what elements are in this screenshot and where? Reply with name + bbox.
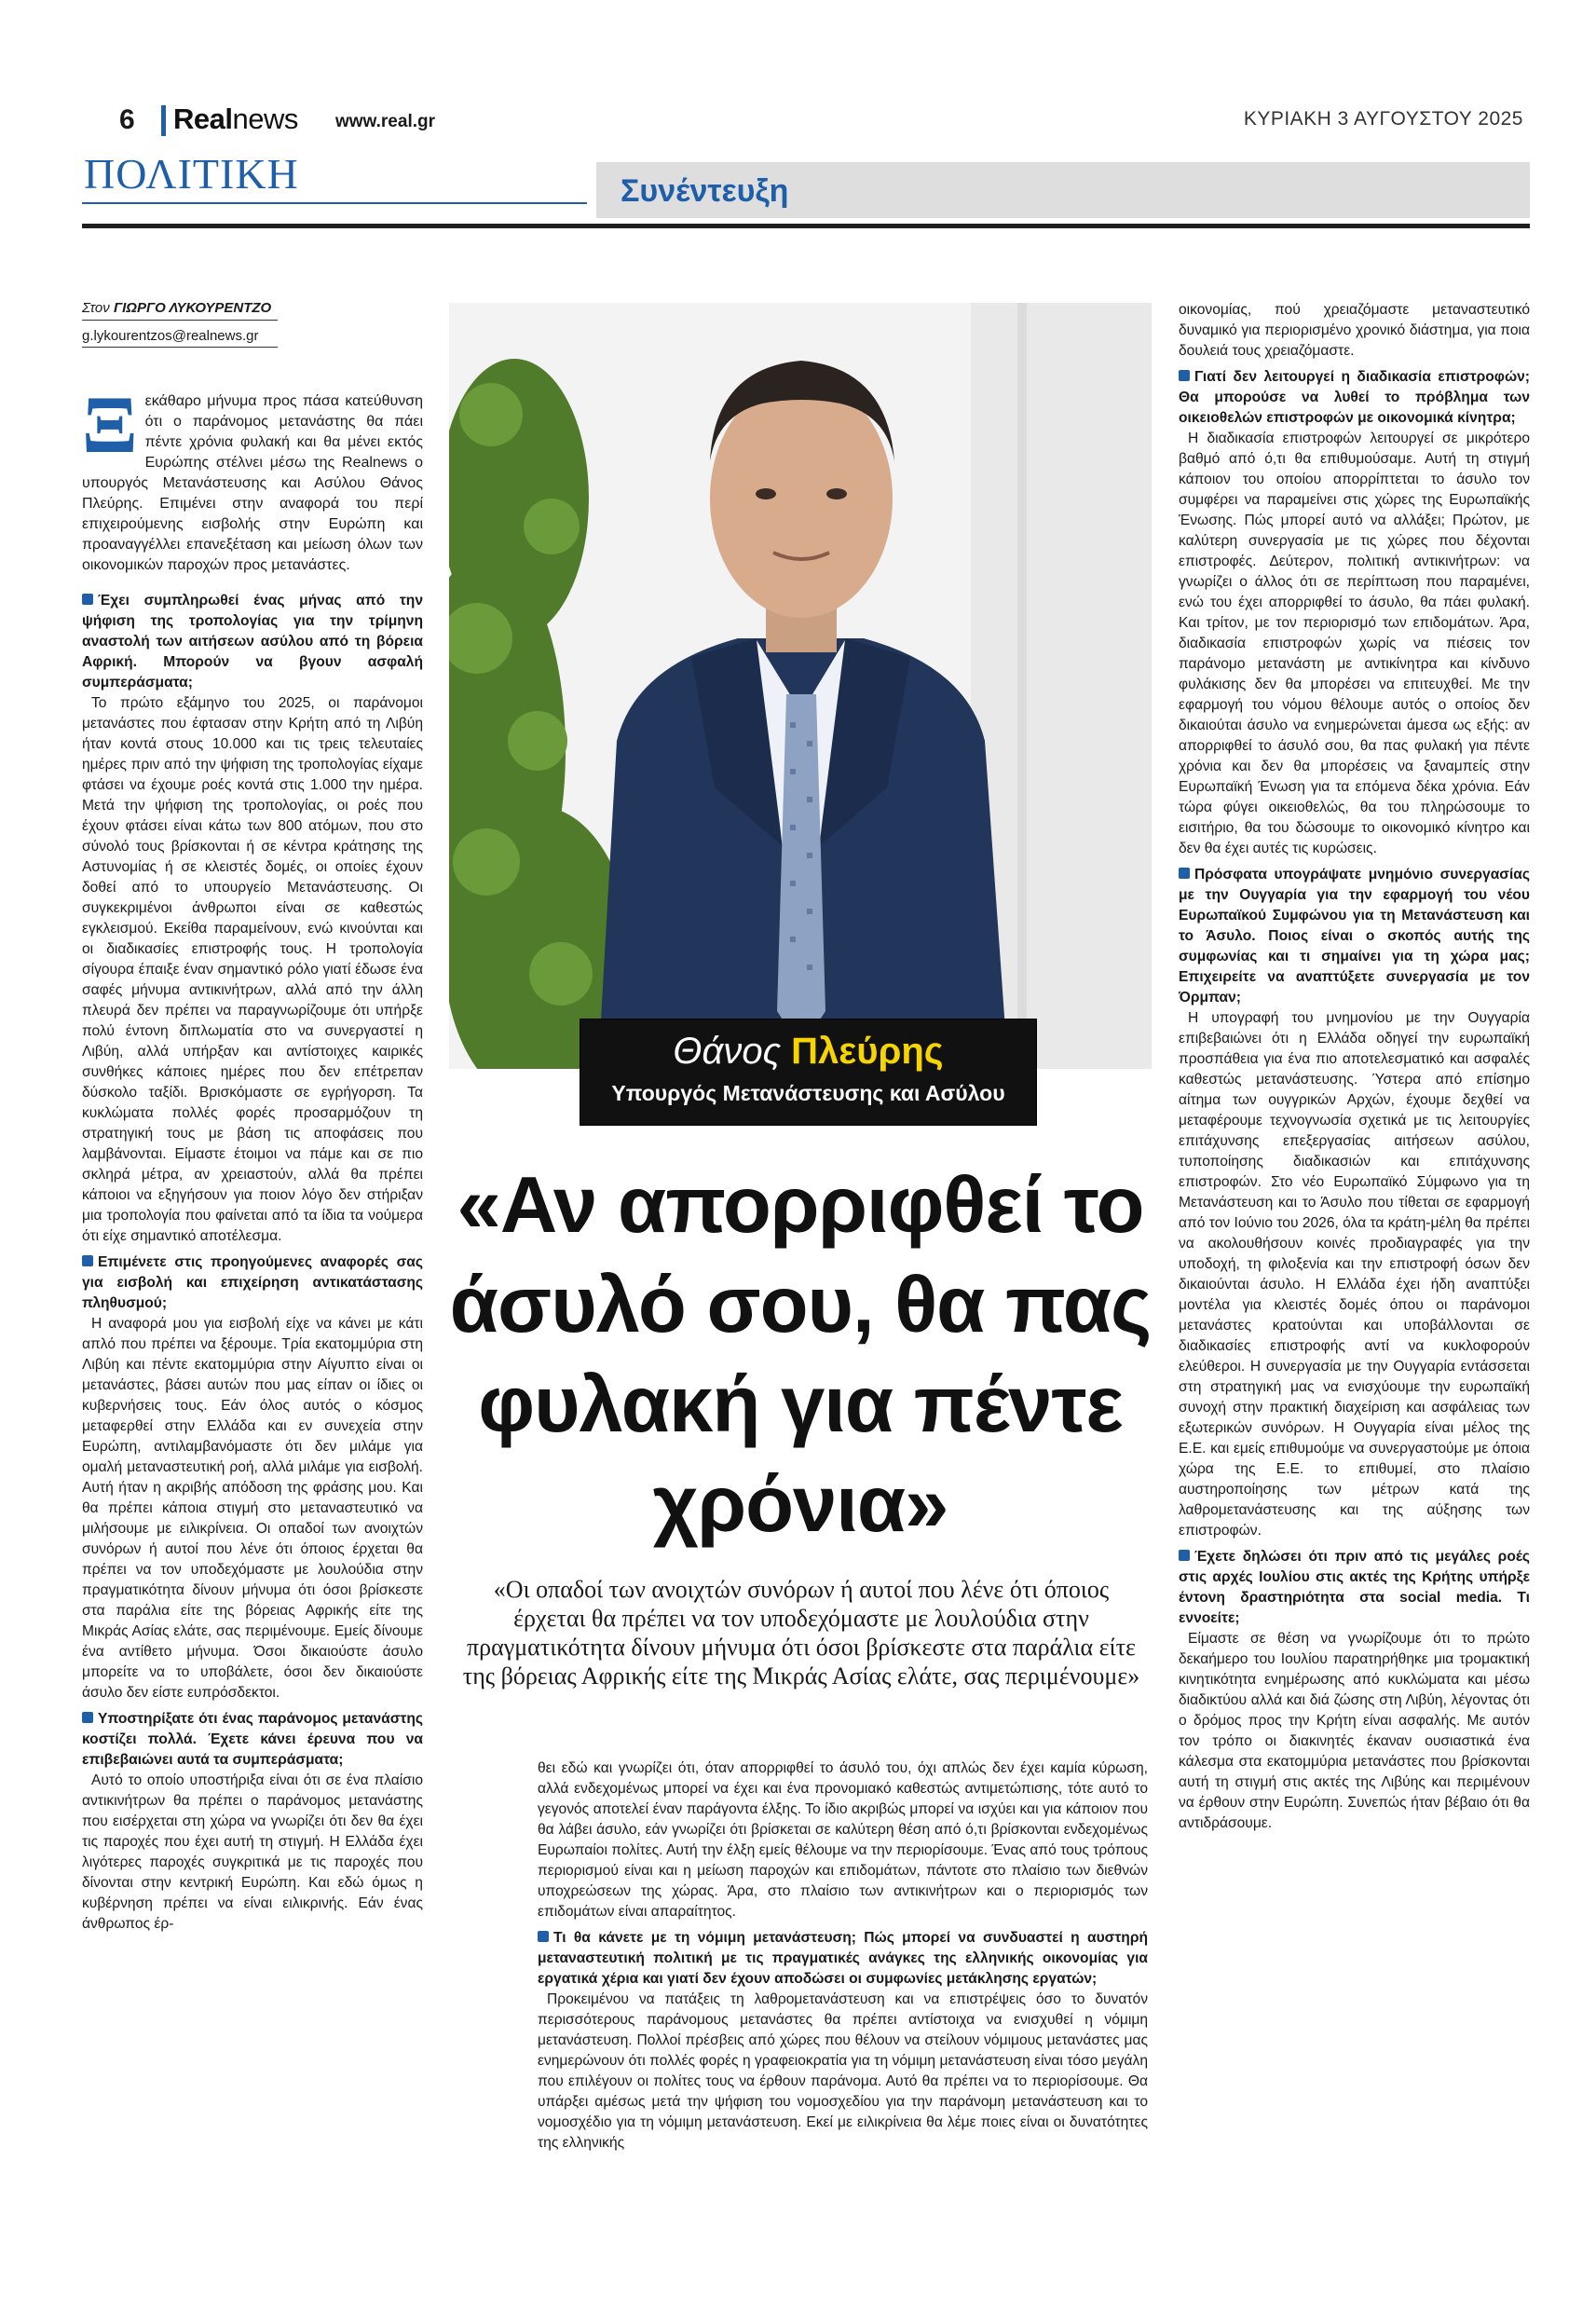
caption-first-name: Θάνος	[673, 1031, 782, 1072]
byline-rule-bottom	[82, 347, 278, 348]
brand-bold: Real	[173, 103, 233, 135]
question: Έχετε δηλώσει ότι πριν από τις μεγάλες ροές στις αρχές Ιουλίου στις ακτές της Κρήτης υπήρξε έντονη δραστηριότητα στα social media. Τι εννοείτε;	[1179, 1549, 1530, 1626]
page-number: 6	[119, 104, 135, 135]
answer: Η υπογραφή του μνημονίου με την Ουγγαρία επιβεβαιώνει ότι η Ελλάδα οδηγεί την ευρωπαϊκή προσπάθεια για ένα πιο αποτελεσματικό και ασφαλές καθεστώς μετανάστευσης. Ύστερα από επίσημο αίτημα των ουγγρικών Αρχών, έχουμε δεχθεί να μεταφέρουμε τεχνογνωσία σχετικά με τις λειτουργίες επιτάχυνσης επεξεργασίας αιτήσεων ασύλου, τυποποίησης διαδικασιών και επιτάχυνσης επιστροφών. Στο νέο Ευρωπαϊκό Σύμφωνο για τη Μετανάστευση και το Άσυλο που τίθεται σε εφαρμογή από τον Ιούνιο του 2026, όλα τα κράτη-μέλη θα πρέπει να ακολουθήσουν κοινές προδιαγραφές για την υποδοχή, τη φιλοξενία και την επιστροφή όσων δεν δικαιούνται άσυλο. Η Ελλάδα έχει ήδη αναπτύξει μοντέλα για κλειστές δομές όπου οι παράνομοι μετανάστες κρατούνται και υποβάλλονται σε διαδικασίες επιστροφής αντί να κυκλοφορούν ελεύθεροι. Η συνεργασία με την Ουγγαρία εντάσσεται στη στρατηγική μας να ενισχύουμε την ευρωπαϊκή συνοχή στην πρακτική διαχείριση και ασφάλειας των εξωτερικών συνόρων. Η Ουγγαρία είναι μέλος της Ε.Ε. και εμείς επιθυμούμε να συνεργαστούμε με όποια χώρα της Ε.Ε. το επιθυμεί, στο πλαίσιο αυστηροποίησης των μέτρων κατά της λαθρομετανάστευσης και της αύξησης των επιστροφών.	[1179, 1010, 1530, 1539]
lead-text: εκάθαρο μήνυμα προς πάσα κατεύθυνση ότι ο παράνομος μετανάστης θα πάει πέντε χρόνια φυλακή και θα μένει εκτός Ευρώπης στέλνει μέσω της Realnews ο υπουργός Μετανάστευσης και Ασύλου Θάνος Πλεύρης. Επιμένει στην αναφορά του περί επιχειρούμενης εισβολής στην Ευρώπη και προαναγγέλλει επανεξέταση και μείωση όλων των οικονομικών παροχών προς μετανάστες.	[82, 393, 423, 573]
author-email: g.lykourentzos@realnews.gr	[82, 328, 259, 344]
section-rule	[82, 202, 587, 204]
answer-continued: θει εδώ και γνωρίζει ότι, όταν απορριφθεί το άσυλό του, όχι απλώς δεν έχει καμία κύρωση, αλλά ενδεχομένως μπορεί να έχει και ένα προνομιακό καθεστώς αντιμετώπισης, τότε αυτό το γεγονός αποτελεί έναν παράγοντα έλξης. Το ίδιο ακριβώς μπορεί να ισχύει και για κάποιον που θα λάβει άσυλο, εάν γνωρίζει ότι βρίσκεται σε καλύτερη θέση από ό,τι βρίσκονται ενδεχομένως Ευρωπαίοι πολίτες. Αυτή την έλξη εμείς θέλουμε να την περιορίσουμε. Ένας από τους τρόπους περιορισμού είναι και η μείωση παροχών και επιδομάτων, πάντοτε στο πλαίσιο των διεθνών υποχρεώσεων της χώρας. Άρα, στο πλαίσιο των αντικινήτρων και ο περιορισμός των επιδομάτων είναι απαραίτητος.	[538, 1760, 1148, 1920]
question: Επιμένετε στις προηγούμενες αναφορές σας για εισβολή και επιχείρηση αντικατάστασης πληθυσμού;	[82, 1254, 423, 1311]
answer: Προκειμένου να πατάξεις τη λαθρομετανάστευση και να επιστρέψεις όσο το δυνατόν περισσότερους παράνομους μετανάστες θα πρέπει αντίστοιχα να ενισχυθεί η νόμιμη μετανάστευση. Πολλοί πρέσβεις από χώρες που θέλουν να στείλουν νόμιμους μετανάστες μας ενημερώνουν ότι πολλές φορές η γραφειοκρατία για τη νόμιμη μετανάστευση είναι τόσο μεγάλη που επιλέγουν οι πολίτες τους να έρθουν παράνομα. Αυτό θα πρέπει να το περιορίσουμε. Θα υπάρξει αμέσως μετά την ψήφιση του νομοσχεδίου για την παράνομη μετανάστευση και το νομοσχέδιο για τη νόμιμη μετανάστευση. Εκεί με ειλικρίνεια θα λέμε ποιες είναι οι δυνατότητες της ελληνικής	[538, 1991, 1148, 2151]
subsection-bar	[596, 162, 1530, 218]
bullet-square-icon	[1179, 868, 1190, 879]
answer: Η αναφορά μου για εισβολή είχε να κάνει με κάτι απλό που πρέπει να ξέρουμε. Τρία εκατομμύρια στη Λιβύη και πέντε εκατομμύρια στην Αίγυπτο είναι οι μετανάστες, βάσει αυτών που μας είπαν οι ίδιες οι κυβερνήσεις τους. Εάν όλος αυτός ο κόσμος μεταφερθεί στην Ελλάδα και εν συνεχεία στην Ευρώπη, αντιλαμβανόμαστε ότι δεν μιλάμε για ομαλή μεταναστευτική ροή, αλλά μιλάμε για εισβολή. Αυτή ήταν η ακριβής απόδοση της φράσης μου. Και θα πρέπει κάποια στιγμή στο μεταναστευτικό να μιλήσουμε με ειλικρίνεια. Οι οπαδοί των ανοιχτών συνόρων ή αυτοί που λένε ότι όποιος έρχεται θα πρέπει να τον υποδεχόμαστε με λουλούδια στην πραγματικότητα δίνουν μήνυμα ότι όσοι βρίσκεστε στα παράλια είτε της βόρειας Αφρικής είτε της Μικράς Ασίας ελάτε, σας περιμένουμε. Εμείς δίνουμε ένα αντίθετο μήνυμα. Όσοι δικαιούστε άσυλο μπορείτε να το υποβάλετε, όσοι δεν δικαιούστε άσυλο δεν είστε ευπρόσδεκτοι.	[82, 1316, 423, 1701]
answer: Το πρώτο εξάμηνο του 2025, οι παράνομοι μετανάστες που έφτασαν στην Κρήτη από τη Λιβύη ήταν κοντά στους 10.000 και τις τρεις τελευταίες ημέρες πριν από την ψήφιση της τροπολογίας είχαμε φτάσει να έχουμε ροές κοντά στις 1.000 την ημέρα. Μετά την ψήφιση της τροπολογίας, οι ροές που έχουν φτάσει είναι κάτω των 800 ατόμων, που στο σύνολό τους βρίσκονται ή σε κέντρα κράτησης της Αστυνομίας ή σε κλειστές δομές, οι οποίες έχουν δοθεί από το υπουργείο Μετανάστευσης. Οι συγκεκριμένοι άνθρωποι είναι σε καθεστώς εγκλεισμού. Εκείθα παραμείνουν, ενώ κινούνται και οι διαδικασίες επιστροφής τους. Η τροπολογία σίγουρα έπαιξε έναν σημαντικό ρόλο γιατί έδωσε ένα σαφές μήνυμα αντικινήτρων, αλλά από την άλλη πλευρά δεν πρέπει να παραγνωρίζουμε ότι υπήρξε πολύ έντονη διπλωματία στο να συνεργαστεί η Λιβύη, αλλά υπήρξαν και αντίστοιχες καιρικές συνθήκες κάποιες ημέρες που δεν επέτρεπαν δύσκολο ταξίδι. Βρισκόμαστε σε εγρήγορση. Τα κυκλώματα πολλές φορές προσαρμόζουν τη στρατηγική τους με βάση τις αποφάσεις που λαμβάνονται. Είμαστε έτοιμοι να πάμε και σε πιο σκληρά μέτρα, αν χρειαστούν, αλλά θα πρέπει κάποιοι να εξηγήσουν για ποιον λόγο δεν στήριξαν μια τροπολογία που φαίνεται από τα ίδια τα νούμερα ότι είχε σημαντικό αποτέλεσμα.	[82, 695, 423, 1244]
header-divider	[161, 105, 166, 136]
drop-cap: Ξ	[82, 380, 138, 471]
bullet-square-icon	[82, 1255, 93, 1266]
minister-photo	[449, 303, 1152, 1069]
section-title: ΠΟΛΙΤΙΚΗ	[84, 150, 299, 198]
bullet-square-icon	[82, 594, 93, 605]
column-2	[538, 1758, 1148, 2154]
header-rule	[82, 224, 1530, 228]
pull-quote: «Οι οπαδοί των ανοιχτών συνόρων ή αυτοί που λένε ότι όποιος έρχεται θα πρέπει να τον υποδεχόμαστε με λουλούδια στην πραγματικότητα δίνουν μήνυμα ότι όσοι βρίσκεστε στα παράλια είτε της βόρειας Αφρικής είτε της Μικράς Ασίας ελάτε, σας περιμένουμε»	[462, 1576, 1140, 1690]
lead-paragraph	[82, 380, 423, 576]
caption-last-name: Πλεύρης	[791, 1031, 944, 1072]
caption-name	[580, 1031, 1036, 1073]
brand-light: news	[232, 103, 298, 135]
subsection-title: Συνέντευξη	[621, 173, 789, 209]
brand-logo	[173, 103, 298, 136]
answer-continued: οικονομίας, πού χρειαζόμαστε μεταναστευτικό δυναμικό για περιορισμένο χρονικό διάστημα, για ποια δουλειά τους χρειαζόμαστε.	[1179, 302, 1530, 359]
question: Πρόσφατα υπογράψατε μνημόνιο συνεργασίας με την Ουγγαρία για την εφαρμογή του νέου Ευρωπαϊκού Συμφώνου για τη Μετανάστευση και το Άσυλο. Ποιος είναι ο σκοπός αυτής της συμφωνίας και τι σημαίνει για τη χώρα μας; Επιχειρείτε να αναπτύξετε συνεργασία με τον Όρμπαν;	[1179, 867, 1530, 1006]
issue-date: ΚΥΡΙΑΚΗ 3 ΑΥΓΟΥΣΤΟΥ 2025	[1243, 108, 1523, 130]
portrait-illustration	[449, 303, 1152, 1069]
bullet-square-icon	[82, 1712, 93, 1723]
question: Γιατί δεν λειτουργεί η διαδικασία επιστροφών; Θα μπορούσε να λυθεί το πρόβλημα των οικειοθελών επιστροφών με οικονομικά κίνητρα;	[1179, 369, 1530, 426]
byline-author: ΓΙΩΡΓΟ ΛΥΚΟΥΡΕΝΤΖΟ	[113, 300, 272, 316]
byline-prefix: Στον	[82, 300, 110, 316]
answer: Είμαστε σε θέση να γνωρίζουμε ότι το πρώτο δεκαήμερο του Ιουλίου παρατηρήθηκε μια τρομακτική κινητικότητα ενημέρωσης από κυκλώματα και μέσω διαδικτύου αλλά και διά ζώσης στη Λιβύη, λέγοντας ότι ο δρόμος προς την Κρήτη είναι ασφαλής. Με αυτόν τον τρόπο οι διακινητές έκαναν ουσιαστικά ένα κάλεσμα στα εκατομμύρια μετανάστες που βρίσκονται αυτή τη στιγμή στις ακτές της Λιβύης και περιμένουν να έρθουν στην Ευρώπη. Συνεπώς ήταν βέβαιο ότι θα αντιδράσουμε.	[1179, 1631, 1530, 1831]
answer: Αυτό το οποίο υποστήριξα είναι ότι σε ένα πλαίσιο αντικινήτρων θα πρέπει ο παράνομος μετανάστης που εισέρχεται στη χώρα να γνωρίζει ότι δεν θα έχει τις παροχές που έχει αυτή τη στιγμή. Η Ελλάδα έχει λιγότερες παροχές συγκριτικά με τις παροχές που δίνονται στην κεντρική Ευρώπη. Και εδώ όμως η κυβέρνηση πρέπει να είναι ειλικρινής. Εάν ένας άνθρωπος έρ-	[82, 1772, 423, 1932]
bullet-square-icon	[538, 1931, 549, 1942]
column-3	[1179, 300, 1530, 1834]
bullet-square-icon	[1179, 1550, 1190, 1561]
answer: Η διαδικασία επιστροφών λειτουργεί σε μικρότερο βαθμό από ό,τι θα επιθυμούσαμε. Αυτή τη στιγμή κάποιον του οποίου απορρίπτεται το άσυλο τον συμφέρει να παραμείνει στις χώρες της Ευρωπαϊκής Ένωσης. Πώς μπορεί αυτό να αλλάξει; Πρώτον, με καλύτερη συνεργασία με τις χώρες που δέχονται επιστροφές. Δεύτερον, πολιτική αντικινήτρων: να γνωρίζει ο άλλος ότι σε περίπτωση που παραμένει, ενώ του έχει απορριφθεί το άσυλο, θα πάει φυλακή. Και τρίτον, με τον περιορισμό των επιδομάτων. Άρα, διαδικασία επιστροφών χωρίς να πιέσεις τον παράνομο μετανάστη με αντικίνητρα και κίνδυνο φυλάκισης δεν θα μπορέσει να επιτευχθεί. Με την εφαρμογή του νόμου θέλουμε αυτός ο οποίος δεν δικαιούται άσυλο να ενημερώνεται άμεσα ως εξής: αν απορριφθεί το άσυλό σου, θα πας φυλακή για πέντε χρόνια και δεν θα μπορέσεις να ξαναμπείς στην Ευρωπαϊκή Ένωση για τα επόμενα δέκα χρόνια. Εάν τώρα φύγει οικειοθελώς, θα του πληρώσουμε το εισιτήριο, θα του δώσουμε το οικονομικό κίνητρο και δεν θα έχει αυτές τις κυρώσεις.	[1179, 431, 1530, 856]
bullet-square-icon	[1179, 370, 1190, 381]
byline-rule	[82, 320, 278, 321]
column-1	[82, 380, 423, 1935]
website: www.real.gr	[335, 112, 435, 131]
headline: «Αν απορριφθεί το άσυλό σου, θα πας φυλακή για πέντε χρόνια»	[449, 1161, 1152, 1549]
question: Τι θα κάνετε με τη νόμιμη μετανάστευση; Πώς μπορεί να συνδυαστεί η αυστηρή μεταναστευτική πολιτική με τις πραγματικές ανάγκες της ελληνικής οικονομίας για εργατικά χέρια και γιατί δεν έχουν αποδώσει οι συμφωνίες μετάκλησης εργατών;	[538, 1930, 1148, 1987]
caption-role: Υπουργός Μετανάστευσης και Ασύλου	[611, 1081, 1005, 1105]
byline	[82, 300, 271, 316]
photo-caption	[580, 1019, 1037, 1126]
question: Υποστηρίξατε ότι ένας παράνομος μετανάστης κοστίζει πολλά. Έχετε κάνει έρευνα που να επιβεβαιώνει αυτά τα συμπεράσματα;	[82, 1711, 423, 1768]
question: Έχει συμπληρωθεί ένας μήνας από την ψήφιση της τροπολογίας για την τρίμηνη αναστολή των αιτήσεων ασύλου από τη βόρεια Αφρική. Μπορούν να βγουν ασφαλή συμπεράσματα;	[82, 593, 423, 691]
